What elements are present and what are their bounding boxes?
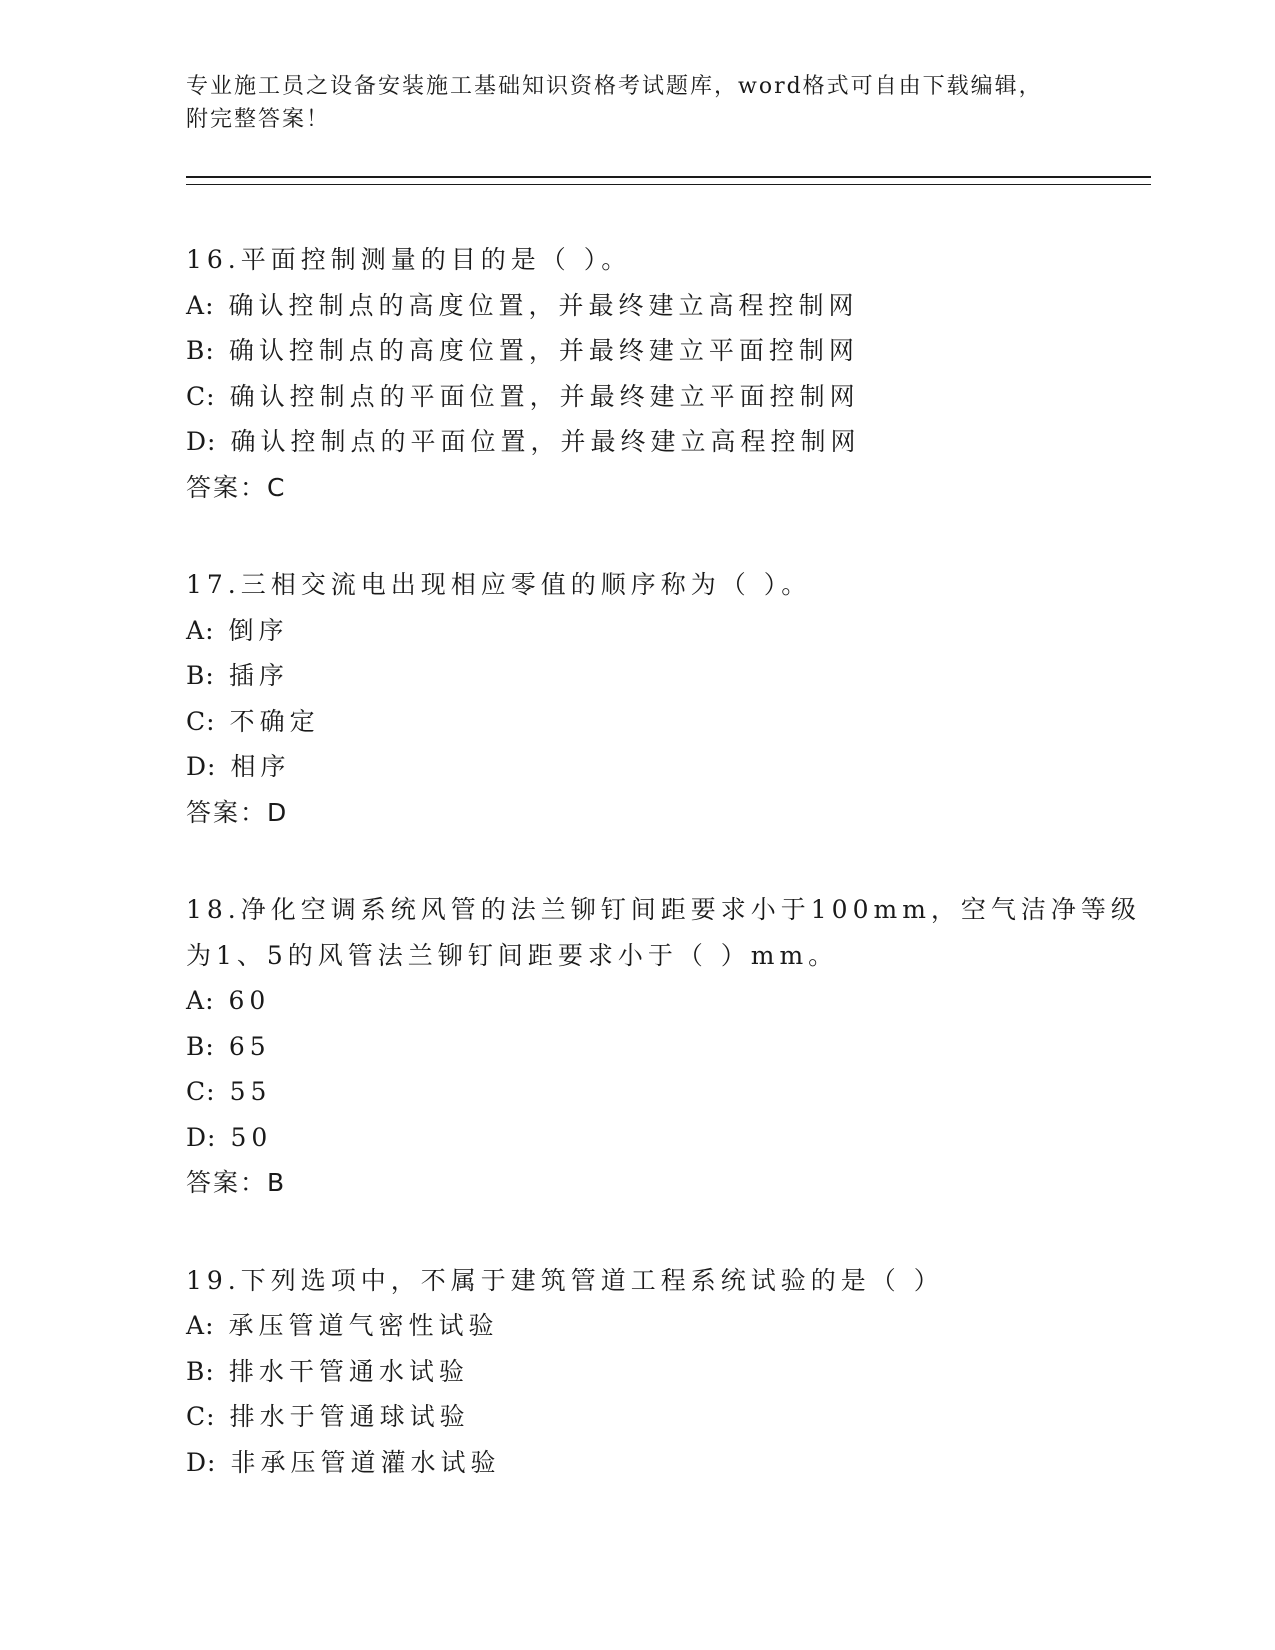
option-separator: : <box>205 1031 219 1061</box>
question-stem <box>186 887 1151 933</box>
option-key: D <box>186 1447 208 1477</box>
option-d <box>186 1440 1151 1486</box>
option-a <box>186 1303 1151 1349</box>
option-text: 排水干管通水试验 <box>228 1356 469 1386</box>
question-text-line-2: 为1、5的风管法兰铆钉间距要求小于（ ）mm。 <box>186 940 839 970</box>
answer-value: B <box>267 1168 287 1197</box>
option-c <box>186 374 1151 420</box>
question-text: 三相交流电出现相应零值的顺序称为（ ）。 <box>240 570 812 599</box>
option-c <box>186 1069 1151 1115</box>
option-text: 65 <box>228 1031 271 1061</box>
option-key: C <box>186 1077 207 1106</box>
option-c <box>186 1394 1151 1440</box>
answer-line <box>186 465 1151 511</box>
question-17 <box>186 562 1151 835</box>
option-text: 确认控制点的平面位置，并最终建立高程控制网 <box>230 427 861 456</box>
answer-label: 答案： <box>186 1168 268 1197</box>
option-text: 插序 <box>228 661 289 690</box>
question-number: 18. <box>186 895 241 924</box>
option-key: D <box>186 427 208 456</box>
option-key: A <box>186 290 206 320</box>
option-key: A <box>186 615 206 645</box>
option-separator: : <box>205 1356 219 1386</box>
answer-label: 答案： <box>186 472 268 502</box>
question-16 <box>186 237 1151 510</box>
answer-value: D <box>267 797 289 827</box>
option-separator: : <box>206 381 220 411</box>
option-key: C <box>186 706 207 736</box>
option-text: 相序 <box>230 752 291 781</box>
option-d <box>186 419 1151 465</box>
question-text: 下列选项中，不属于建筑管道工程系统试验的是（ ） <box>240 1265 944 1295</box>
option-text: 确认控制点的高度位置，并最终建立高程控制网 <box>228 290 859 320</box>
option-separator: : <box>206 1402 220 1431</box>
option-key: D <box>186 1122 208 1152</box>
option-b <box>186 653 1151 699</box>
option-d <box>186 1115 1151 1161</box>
option-key: A <box>186 986 206 1015</box>
option-c <box>186 699 1151 745</box>
option-text: 不确定 <box>229 706 320 736</box>
question-stem <box>186 237 1151 283</box>
option-key: B <box>186 661 206 690</box>
header-line-1: 专业施工员之设备安装施工基础知识资格考试题库，word格式可自由下载编辑， <box>186 74 1043 99</box>
option-separator: : <box>207 1447 221 1477</box>
answer-line <box>186 790 1151 836</box>
question-stem <box>186 1258 1151 1304</box>
option-separator: : <box>205 615 219 645</box>
option-a <box>186 978 1151 1024</box>
option-separator: : <box>207 752 221 781</box>
option-key: B <box>186 336 206 365</box>
question-stem-continued <box>186 933 1151 979</box>
answer-line <box>186 1160 1151 1206</box>
header-line-2: 附完整答案！ <box>186 107 331 132</box>
option-text: 60 <box>228 986 271 1015</box>
option-key: A <box>186 1311 206 1340</box>
option-b <box>186 1349 1151 1395</box>
question-number: 16. <box>186 245 241 274</box>
option-separator: : <box>205 986 219 1015</box>
option-text: 承压管道气密性试验 <box>228 1311 499 1340</box>
option-separator: : <box>205 290 219 320</box>
header-divider <box>186 176 1151 185</box>
document-header <box>186 70 1151 136</box>
option-text: 确认控制点的平面位置，并最终建立平面控制网 <box>229 381 860 411</box>
option-a <box>186 283 1151 329</box>
answer-label: 答案： <box>186 797 268 827</box>
option-text: 非承压管道灌水试验 <box>230 1447 501 1477</box>
question-text-line-1: 净化空调系统风管的法兰铆钉间距要求小于100mm，空气洁净等级 <box>240 895 1141 924</box>
option-separator: : <box>205 336 219 365</box>
question-19 <box>186 1258 1151 1486</box>
option-key: B <box>186 1356 206 1386</box>
option-text: 排水于管通球试验 <box>229 1402 470 1431</box>
option-text: 确认控制点的高度位置，并最终建立平面控制网 <box>228 336 859 365</box>
option-text: 55 <box>229 1077 272 1106</box>
option-b <box>186 1024 1151 1070</box>
option-text: 50 <box>230 1122 273 1152</box>
answer-value: C <box>267 472 287 502</box>
option-separator: : <box>206 706 220 736</box>
question-text: 平面控制测量的目的是（ ）。 <box>240 245 632 274</box>
question-18 <box>186 887 1151 1206</box>
option-key: B <box>186 1031 206 1061</box>
document-page <box>186 70 1151 1485</box>
option-d <box>186 744 1151 790</box>
question-number: 17. <box>186 570 241 599</box>
option-separator: : <box>206 1077 220 1106</box>
option-separator: : <box>205 1311 219 1340</box>
option-b <box>186 328 1151 374</box>
option-separator: : <box>207 1122 221 1152</box>
question-number: 19. <box>186 1265 241 1295</box>
option-separator: : <box>205 661 219 690</box>
option-text: 倒序 <box>228 615 289 645</box>
option-a <box>186 608 1151 654</box>
option-key: C <box>186 381 207 411</box>
question-stem <box>186 562 1151 608</box>
option-key: D <box>186 752 208 781</box>
option-separator: : <box>207 427 221 456</box>
option-key: C <box>186 1402 207 1431</box>
